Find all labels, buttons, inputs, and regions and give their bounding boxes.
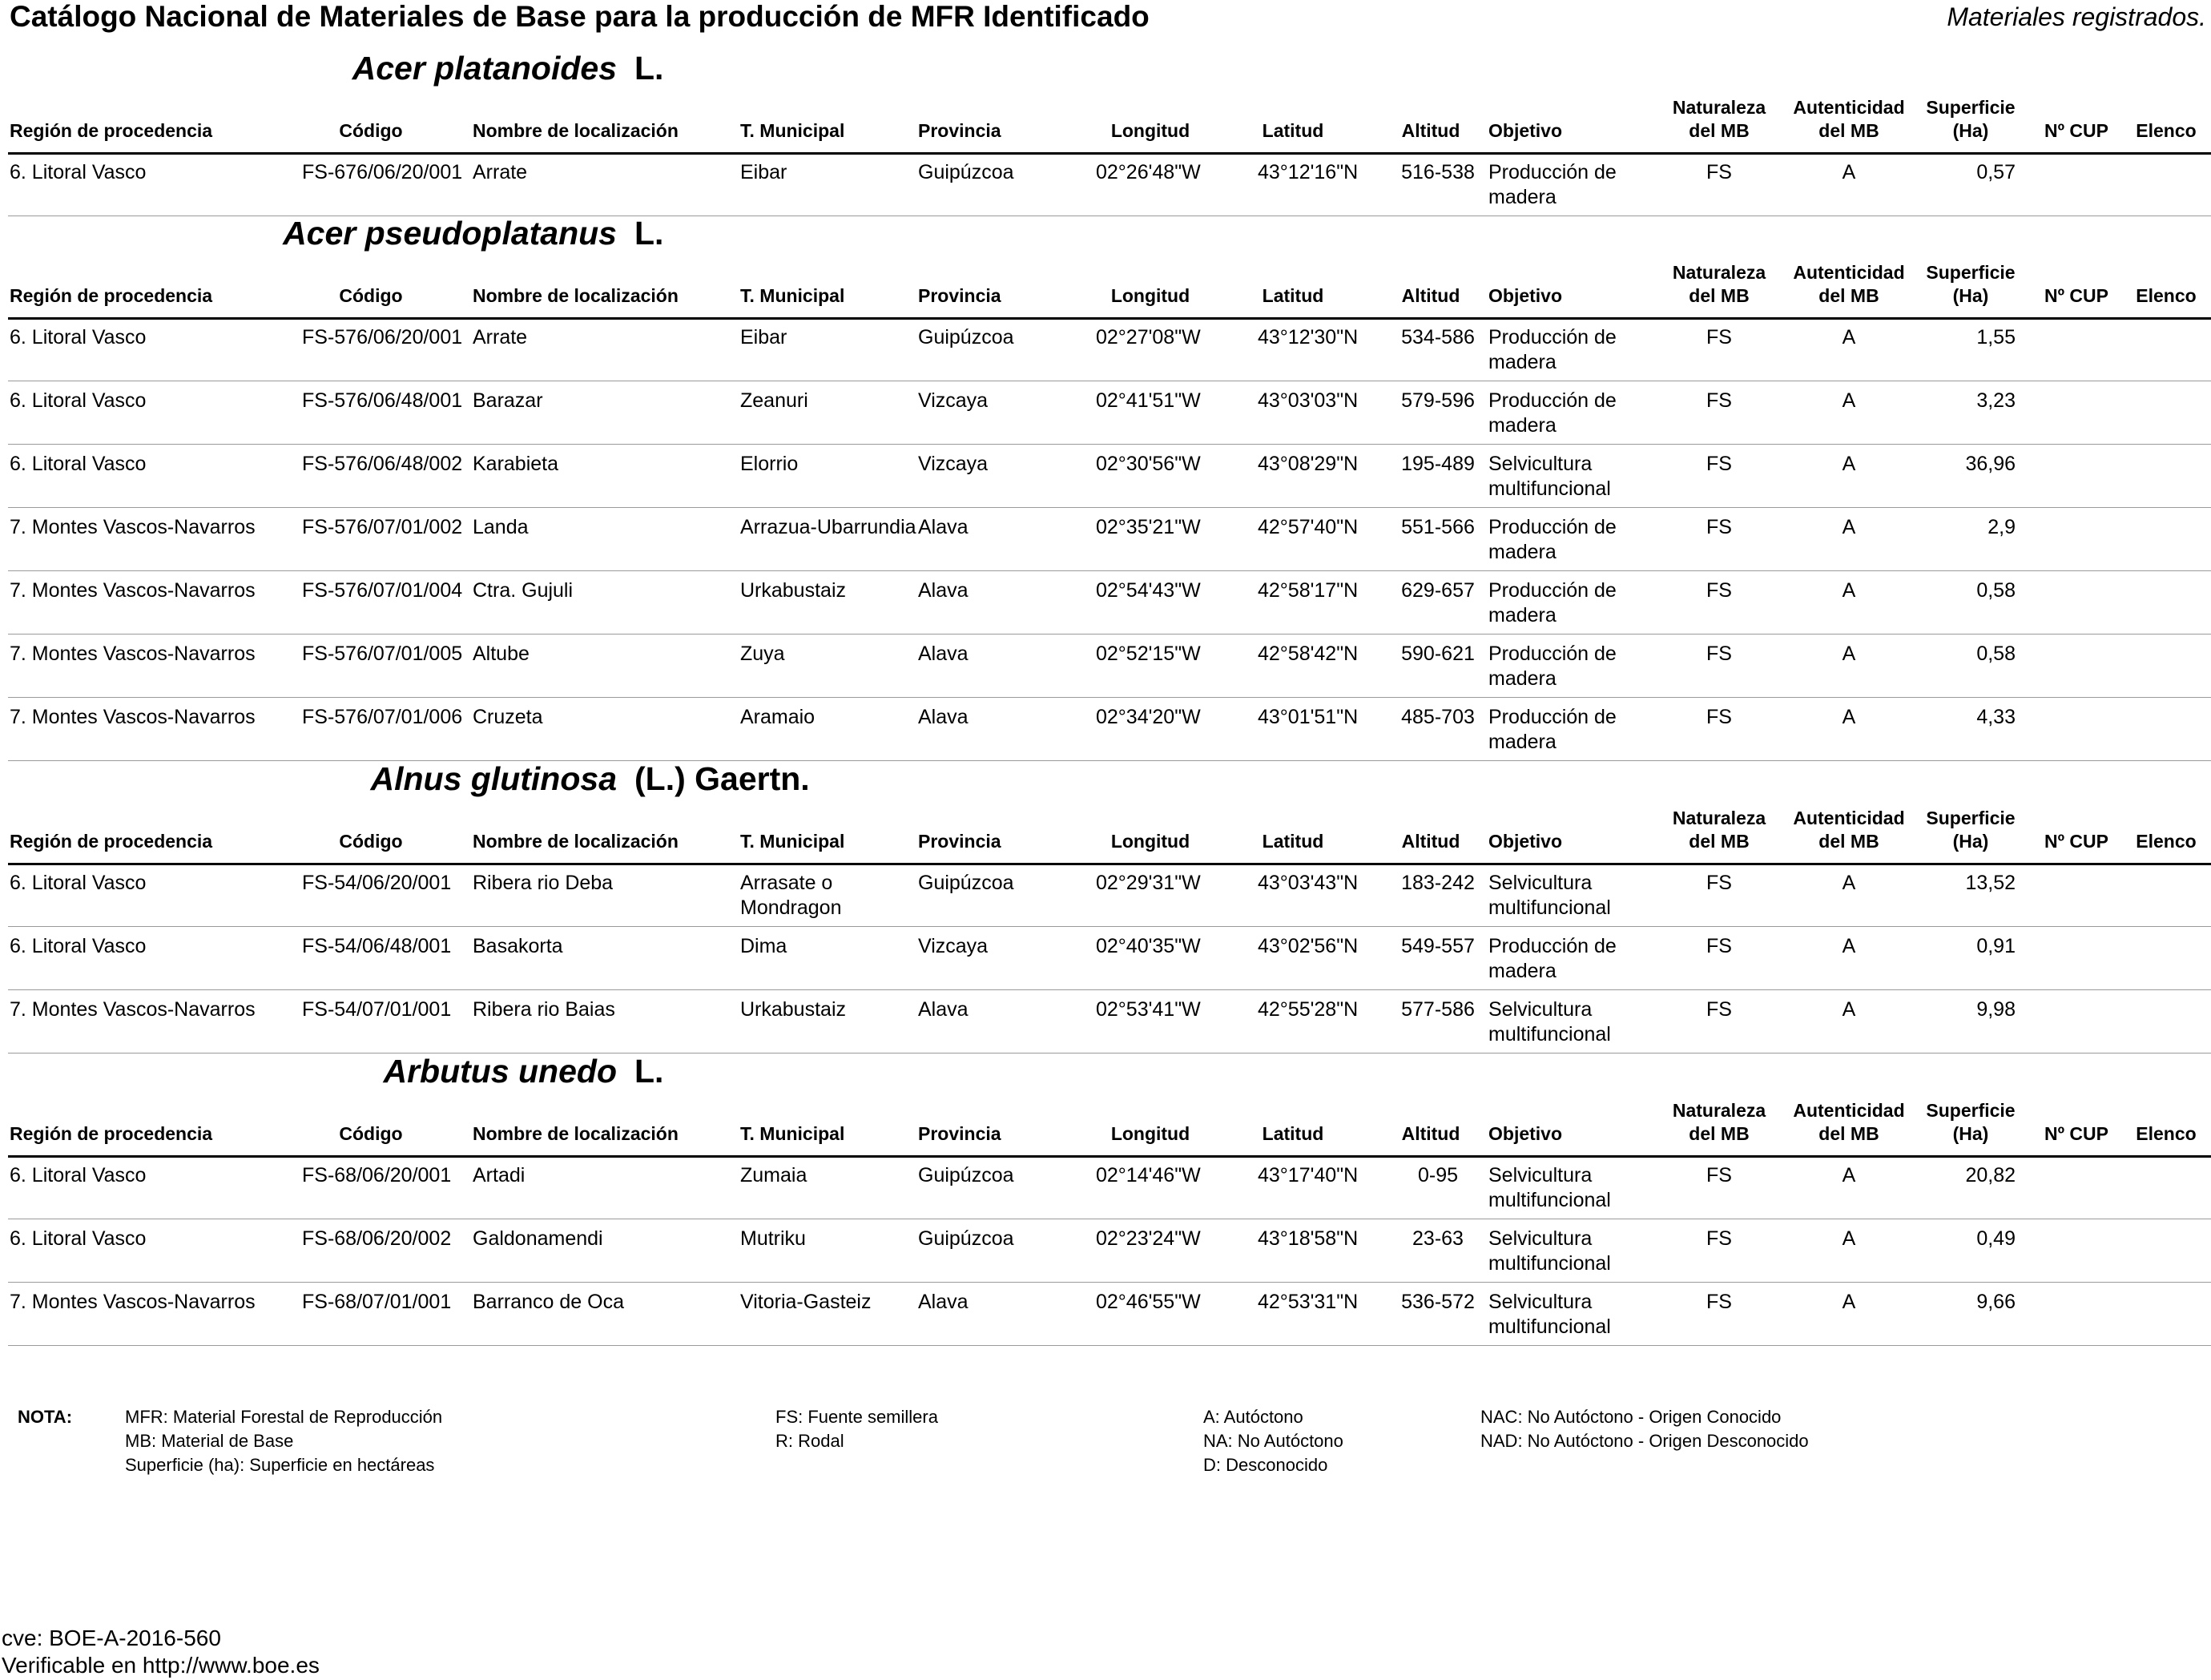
column-header: Latitud xyxy=(1262,285,1324,306)
column-header: Nombre de localización xyxy=(473,285,679,306)
table-cell: FS xyxy=(1706,161,1732,183)
table-cell: 4,33 xyxy=(1976,706,2016,728)
table-cell: 183-242 xyxy=(1401,872,1475,894)
table-cell: 43°12'16"N xyxy=(1258,161,1359,183)
footer-verify: Verificable en http://www.boe.es xyxy=(2,1653,320,1678)
table-cell: 42°58'42"N xyxy=(1258,643,1359,665)
table-cell: 590-621 xyxy=(1401,643,1475,665)
species-author: L. xyxy=(634,50,664,87)
table-cell: Selvicultura multifuncional xyxy=(1488,998,1611,1045)
table-cell: FS-54/07/01/001 xyxy=(302,998,452,1021)
table-cell: Guipúzcoa xyxy=(918,1227,1014,1250)
table-cell: Selvicultura multifuncional xyxy=(1488,872,1611,919)
header-rule xyxy=(8,863,2211,865)
table-cell: A xyxy=(1842,935,1856,957)
table-cell: 02°29'31"W xyxy=(1096,872,1201,894)
notes-column-1 xyxy=(125,1405,442,1477)
table-cell: FS xyxy=(1706,516,1732,538)
column-header: Altitud xyxy=(1401,1123,1460,1144)
column-header: Naturaleza del MB xyxy=(1672,262,1766,306)
table-cell: 42°53'31"N xyxy=(1258,1291,1359,1313)
table-cell: 9,98 xyxy=(1976,998,2016,1021)
column-header: Región de procedencia xyxy=(10,285,213,306)
table-cell: 7. Montes Vascos-Navarros xyxy=(10,998,256,1021)
column-header: Provincia xyxy=(918,120,1001,141)
table-cell: Alava xyxy=(918,579,969,602)
note-item: NAD: No Autóctono - Origen Desconocido xyxy=(1480,1431,1809,1451)
table-cell: 6. Litoral Vasco xyxy=(10,453,147,475)
table-cell: Mutriku xyxy=(740,1227,806,1250)
table-cell: A xyxy=(1842,643,1856,665)
column-header: Longitud xyxy=(1110,1123,1190,1144)
note-item: MB: Material de Base xyxy=(125,1431,294,1451)
species-scientific-name: Acer pseudoplatanus xyxy=(283,215,617,252)
table-cell: 0,57 xyxy=(1976,161,2016,183)
column-header: Nombre de localización xyxy=(473,1123,679,1144)
note-item: R: Rodal xyxy=(775,1431,844,1451)
column-header: Superficie (Ha) xyxy=(1926,1100,2016,1144)
table-cell: FS-576/07/01/002 xyxy=(302,516,463,538)
column-header: Nº CUP xyxy=(2044,1123,2108,1144)
table-cell: FS xyxy=(1706,643,1732,665)
column-header: Autenticidad del MB xyxy=(1793,1100,1905,1144)
row-rule xyxy=(8,760,2211,761)
table-cell: Guipúzcoa xyxy=(918,326,1014,348)
row-rule xyxy=(8,926,2211,927)
table-cell: FS-576/06/48/001 xyxy=(302,389,463,412)
column-header: T. Municipal xyxy=(740,285,845,306)
header-rule xyxy=(8,1155,2211,1158)
table-cell: FS-576/07/01/004 xyxy=(302,579,463,602)
column-header: Nombre de localización xyxy=(473,831,679,852)
table-cell: Elorrio xyxy=(740,453,799,475)
table-cell: 7. Montes Vascos-Navarros xyxy=(10,516,256,538)
table-cell: 549-557 xyxy=(1401,935,1475,957)
table-cell: Producción de madera xyxy=(1488,326,1617,373)
table-cell: 43°08'29"N xyxy=(1258,453,1359,475)
column-header: Latitud xyxy=(1262,120,1324,141)
table-cell: 02°52'15"W xyxy=(1096,643,1201,665)
column-header: Elenco xyxy=(2136,285,2197,306)
table-cell: A xyxy=(1842,1227,1856,1250)
table-cell: Selvicultura multifuncional xyxy=(1488,1164,1611,1211)
species-title xyxy=(352,50,664,87)
column-header: Código xyxy=(339,831,403,852)
table-cell: FS-576/07/01/005 xyxy=(302,643,463,665)
table-cell: FS xyxy=(1706,453,1732,475)
table-cell: Vizcaya xyxy=(918,453,989,475)
table-cell: FS xyxy=(1706,935,1732,957)
table-cell: Ribera rio Baias xyxy=(473,998,615,1021)
column-header: Latitud xyxy=(1262,831,1324,852)
table-cell: 36,96 xyxy=(1965,453,2016,475)
row-rule xyxy=(8,697,2211,698)
column-header: Longitud xyxy=(1110,285,1190,306)
table-cell: Cruzeta xyxy=(473,706,543,728)
table-cell: Barranco de Oca xyxy=(473,1291,624,1313)
table-cell: 7. Montes Vascos-Navarros xyxy=(10,643,256,665)
row-rule xyxy=(8,634,2211,635)
table-cell: FS-54/06/20/001 xyxy=(302,872,452,894)
table-cell: FS xyxy=(1706,1227,1732,1250)
column-header: Autenticidad del MB xyxy=(1793,808,1905,852)
table-cell: Vitoria-Gasteiz xyxy=(740,1291,872,1313)
footer xyxy=(0,1625,320,1679)
table-cell: 7. Montes Vascos-Navarros xyxy=(10,1291,256,1313)
table-cell: FS xyxy=(1706,1291,1732,1313)
table-cell: 20,82 xyxy=(1965,1164,2016,1186)
table-cell: Altube xyxy=(473,643,530,665)
table-cell: 3,23 xyxy=(1976,389,2016,412)
species-title xyxy=(383,1053,663,1090)
table-cell: A xyxy=(1842,516,1856,538)
table-cell: A xyxy=(1842,872,1856,894)
table-cell: Urkabustaiz xyxy=(740,579,846,602)
table-cell: Selvicultura multifuncional xyxy=(1488,1291,1611,1338)
table-cell: 0,49 xyxy=(1976,1227,2016,1250)
table-cell: 6. Litoral Vasco xyxy=(10,1164,147,1186)
table-cell: 6. Litoral Vasco xyxy=(10,389,147,412)
notes-column-2 xyxy=(775,1405,938,1453)
column-header: Nº CUP xyxy=(2044,831,2108,852)
column-header: T. Municipal xyxy=(740,831,845,852)
table-cell: 02°53'41"W xyxy=(1096,998,1201,1021)
table-cell: Producción de madera xyxy=(1488,706,1617,753)
table-cell: 6. Litoral Vasco xyxy=(10,161,147,183)
table-cell: 43°02'56"N xyxy=(1258,935,1359,957)
table-cell: 43°01'51"N xyxy=(1258,706,1359,728)
table-cell: 0,91 xyxy=(1976,935,2016,957)
table-cell: A xyxy=(1842,326,1856,348)
row-rule xyxy=(8,989,2211,990)
table-cell: Alava xyxy=(918,516,969,538)
table-cell: 42°55'28"N xyxy=(1258,998,1359,1021)
column-header: Nº CUP xyxy=(2044,120,2108,141)
table-cell: Zeanuri xyxy=(740,389,808,412)
species-author: (L.) Gaertn. xyxy=(634,760,810,797)
table-cell: A xyxy=(1842,453,1856,475)
table-cell: 579-596 xyxy=(1401,389,1475,412)
species-title xyxy=(371,760,810,798)
table-cell: Eibar xyxy=(740,326,787,348)
table-cell: FS xyxy=(1706,1164,1732,1186)
column-header: Superficie (Ha) xyxy=(1926,808,2016,852)
table-cell: Producción de madera xyxy=(1488,516,1617,563)
species-title xyxy=(283,215,663,252)
table-cell: 6. Litoral Vasco xyxy=(10,1227,147,1250)
table-cell: 02°23'24"W xyxy=(1096,1227,1201,1250)
table-cell: 02°41'51"W xyxy=(1096,389,1201,412)
table-cell: 43°03'03"N xyxy=(1258,389,1359,412)
table-cell: Arrate xyxy=(473,161,528,183)
column-header: Objetivo xyxy=(1488,1123,1563,1144)
table-cell: Guipúzcoa xyxy=(918,161,1014,183)
table-cell: FS-676/06/20/001 xyxy=(302,161,463,183)
column-header: Región de procedencia xyxy=(10,831,213,852)
table-cell: A xyxy=(1842,161,1856,183)
table-cell: FS-68/07/01/001 xyxy=(302,1291,452,1313)
table-cell: Producción de madera xyxy=(1488,643,1617,690)
table-cell: 629-657 xyxy=(1401,579,1475,602)
table-cell: FS xyxy=(1706,326,1732,348)
table-cell: 516-538 xyxy=(1401,161,1475,183)
column-header: Nombre de localización xyxy=(473,120,679,141)
footer-cve: cve: BOE-A-2016-560 xyxy=(2,1626,221,1650)
table-cell: Arrasate o Mondragon xyxy=(740,872,842,919)
table-cell: FS xyxy=(1706,389,1732,412)
table-cell: Selvicultura multifuncional xyxy=(1488,1227,1611,1275)
header-rule xyxy=(8,317,2211,320)
species-scientific-name: Arbutus unedo xyxy=(383,1053,617,1090)
table-cell: A xyxy=(1842,1291,1856,1313)
species-scientific-name: Alnus glutinosa xyxy=(370,760,617,797)
species-author: L. xyxy=(634,1053,664,1090)
table-cell: FS-576/07/01/006 xyxy=(302,706,463,728)
table-cell: Aramaio xyxy=(740,706,816,728)
column-header: Longitud xyxy=(1110,831,1190,852)
table-cell: Basakorta xyxy=(473,935,563,957)
table-cell: Producción de madera xyxy=(1488,161,1617,208)
note-item: NA: No Autóctono xyxy=(1203,1431,1343,1451)
table-cell: 6. Litoral Vasco xyxy=(10,935,147,957)
page-subtitle: Materiales registrados. xyxy=(1947,2,2206,31)
table-cell: FS-68/06/20/002 xyxy=(302,1227,452,1250)
table-cell: Barazar xyxy=(473,389,543,412)
column-header: Objetivo xyxy=(1488,831,1563,852)
column-header: Provincia xyxy=(918,831,1001,852)
column-header: Código xyxy=(339,285,403,306)
table-cell: Alava xyxy=(918,998,969,1021)
column-header: Código xyxy=(339,120,403,141)
table-cell: FS-576/06/20/001 xyxy=(302,326,463,348)
table-cell: 195-489 xyxy=(1401,453,1475,475)
table-cell: Arrate xyxy=(473,326,528,348)
note-item: D: Desconocido xyxy=(1203,1455,1328,1475)
column-header: Provincia xyxy=(918,285,1001,306)
table-cell: 536-572 xyxy=(1401,1291,1475,1313)
table-cell: Eibar xyxy=(740,161,787,183)
column-header: Superficie (Ha) xyxy=(1926,262,2016,306)
table-cell: 02°46'55"W xyxy=(1096,1291,1201,1313)
table-cell: 43°18'58"N xyxy=(1258,1227,1359,1250)
column-header: T. Municipal xyxy=(740,1123,845,1144)
table-cell: 23-63 xyxy=(1412,1227,1464,1250)
table-cell: FS xyxy=(1706,872,1732,894)
row-rule xyxy=(8,507,2211,508)
note-item: FS: Fuente semillera xyxy=(775,1407,938,1427)
table-cell: Ribera rio Deba xyxy=(473,872,614,894)
table-cell: Zuya xyxy=(740,643,785,665)
table-cell: 02°26'48"W xyxy=(1096,161,1201,183)
row-rule xyxy=(8,1345,2211,1346)
table-cell: 13,52 xyxy=(1965,872,2016,894)
table-cell: A xyxy=(1842,998,1856,1021)
column-header: Autenticidad del MB xyxy=(1793,262,1905,306)
column-header: T. Municipal xyxy=(740,120,845,141)
column-header: Región de procedencia xyxy=(10,120,213,141)
row-rule xyxy=(8,444,2211,445)
column-header: Elenco xyxy=(2136,120,2197,141)
column-header: Elenco xyxy=(2136,1123,2197,1144)
column-header: Región de procedencia xyxy=(10,1123,213,1144)
table-cell: Selvicultura multifuncional xyxy=(1488,453,1611,500)
table-cell: FS-576/06/48/002 xyxy=(302,453,463,475)
table-cell: 42°57'40"N xyxy=(1258,516,1359,538)
table-cell: Guipúzcoa xyxy=(918,1164,1014,1186)
table-cell: 02°35'21"W xyxy=(1096,516,1201,538)
column-header: Superficie (Ha) xyxy=(1926,97,2016,141)
notes-label: NOTA: xyxy=(18,1407,73,1427)
table-cell: Artadi xyxy=(473,1164,526,1186)
notes-column-4 xyxy=(1480,1405,1809,1453)
table-cell: A xyxy=(1842,706,1856,728)
table-cell: 02°34'20"W xyxy=(1096,706,1201,728)
table-cell: Alava xyxy=(918,1291,969,1313)
column-header: Provincia xyxy=(918,1123,1001,1144)
table-cell: Producción de madera xyxy=(1488,579,1617,626)
note-item: NAC: No Autóctono - Origen Conocido xyxy=(1480,1407,1782,1427)
table-cell: Producción de madera xyxy=(1488,935,1617,982)
column-header: Altitud xyxy=(1401,120,1460,141)
table-cell: A xyxy=(1842,579,1856,602)
column-header: Naturaleza del MB xyxy=(1672,97,1766,141)
table-cell: 02°40'35"W xyxy=(1096,935,1201,957)
species-scientific-name: Acer platanoides xyxy=(352,50,617,87)
table-cell: 02°30'56"W xyxy=(1096,453,1201,475)
table-cell: Dima xyxy=(740,935,787,957)
table-cell: Vizcaya xyxy=(918,935,989,957)
table-cell: FS-54/06/48/001 xyxy=(302,935,452,957)
column-header: Naturaleza del MB xyxy=(1672,1100,1766,1144)
column-header: Autenticidad del MB xyxy=(1793,97,1905,141)
table-cell: 43°03'43"N xyxy=(1258,872,1359,894)
row-rule xyxy=(8,570,2211,571)
table-cell: 6. Litoral Vasco xyxy=(10,326,147,348)
column-header: Longitud xyxy=(1110,120,1190,141)
table-cell: 551-566 xyxy=(1401,516,1475,538)
table-cell: Producción de madera xyxy=(1488,389,1617,437)
table-cell: 0,58 xyxy=(1976,643,2016,665)
table-cell: Vizcaya xyxy=(918,389,989,412)
table-cell: 485-703 xyxy=(1401,706,1475,728)
table-cell: 43°12'30"N xyxy=(1258,326,1359,348)
notes-column-3 xyxy=(1203,1405,1343,1477)
table-cell: 2,9 xyxy=(1987,516,2016,538)
table-cell: Karabieta xyxy=(473,453,559,475)
table-cell: 9,66 xyxy=(1976,1291,2016,1313)
table-cell: Guipúzcoa xyxy=(918,872,1014,894)
species-author: L. xyxy=(634,215,664,252)
table-cell: A xyxy=(1842,1164,1856,1186)
row-rule xyxy=(8,1053,2211,1054)
table-cell: FS xyxy=(1706,579,1732,602)
page-title: Catálogo Nacional de Materiales de Base para la producción de MFR Identificado xyxy=(10,0,1150,33)
table-cell: Ctra. Gujuli xyxy=(473,579,574,602)
table-cell: 02°14'46"W xyxy=(1096,1164,1201,1186)
table-cell: 42°58'17"N xyxy=(1258,579,1359,602)
table-cell: 577-586 xyxy=(1401,998,1475,1021)
column-header: Elenco xyxy=(2136,831,2197,852)
table-cell: Arrazua-Ubarrundia xyxy=(740,516,916,538)
row-rule xyxy=(8,1282,2211,1283)
table-cell: 7. Montes Vascos-Navarros xyxy=(10,579,256,602)
column-header: Nº CUP xyxy=(2044,285,2108,306)
table-cell: FS xyxy=(1706,706,1732,728)
table-cell: A xyxy=(1842,389,1856,412)
table-cell: FS-68/06/20/001 xyxy=(302,1164,452,1186)
column-header: Código xyxy=(339,1123,403,1144)
table-cell: Alava xyxy=(918,706,969,728)
table-cell: Galdonamendi xyxy=(473,1227,603,1250)
table-cell: 534-586 xyxy=(1401,326,1475,348)
header-rule xyxy=(8,152,2211,155)
column-header: Altitud xyxy=(1401,831,1460,852)
note-item: MFR: Material Forestal de Reproducción xyxy=(125,1407,443,1427)
column-header: Latitud xyxy=(1262,1123,1324,1144)
table-cell: 02°54'43"W xyxy=(1096,579,1201,602)
table-cell: 0,58 xyxy=(1976,579,2016,602)
table-cell: Urkabustaiz xyxy=(740,998,846,1021)
table-cell: Zumaia xyxy=(740,1164,807,1186)
table-cell: 6. Litoral Vasco xyxy=(10,872,147,894)
column-header: Altitud xyxy=(1401,285,1460,306)
note-item: Superficie (ha): Superficie en hectáreas xyxy=(125,1455,435,1475)
table-cell: FS xyxy=(1706,998,1732,1021)
table-cell: 7. Montes Vascos-Navarros xyxy=(10,706,256,728)
table-cell: Landa xyxy=(473,516,529,538)
table-cell: 43°17'40"N xyxy=(1258,1164,1359,1186)
table-cell: 0-95 xyxy=(1417,1164,1459,1186)
column-header: Objetivo xyxy=(1488,285,1563,306)
table-cell: 1,55 xyxy=(1976,326,2016,348)
column-header: Objetivo xyxy=(1488,120,1563,141)
column-header: Naturaleza del MB xyxy=(1672,808,1766,852)
note-item: A: Autóctono xyxy=(1203,1407,1303,1427)
table-cell: 02°27'08"W xyxy=(1096,326,1201,348)
table-cell: Alava xyxy=(918,643,969,665)
